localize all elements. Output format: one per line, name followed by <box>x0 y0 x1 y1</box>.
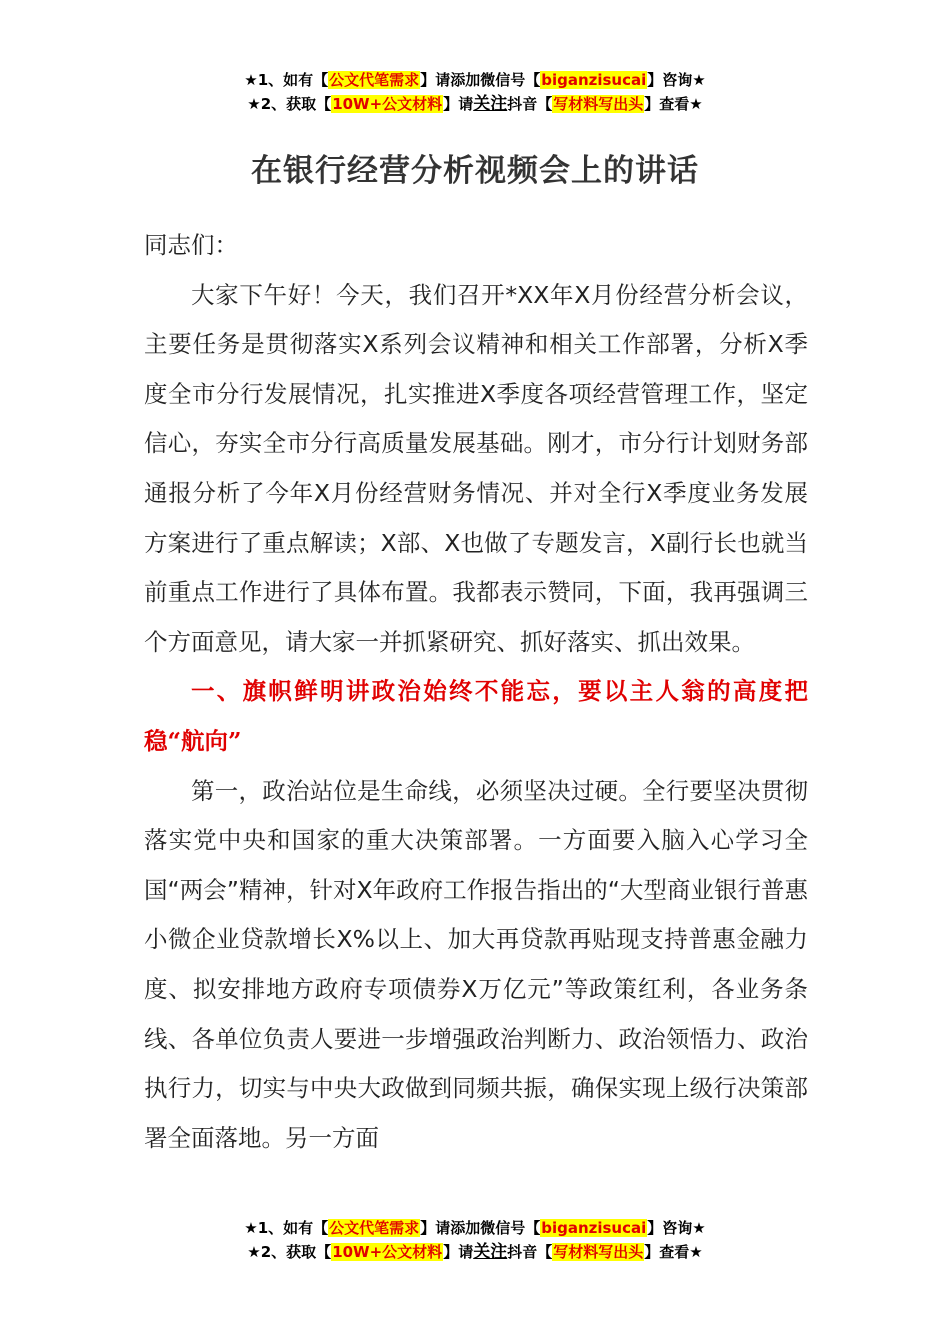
underlined-follow: 关注 <box>473 1242 508 1262</box>
highlight-service: 公文代笔需求 <box>329 71 420 89</box>
highlight-douyin-account: 写材料写出头 <box>553 95 644 113</box>
promo-line-2: ★2、获取【10W+公文材料】请关注抖音【写材料写出头】查看★ <box>247 1242 703 1262</box>
salutation: 同志们： <box>144 231 238 259</box>
highlight-wechat-id: biganzisucai <box>541 1219 647 1237</box>
highlight-wechat-id: biganzisucai <box>541 71 647 89</box>
highlight-materials: 10W+公文材料 <box>332 95 443 113</box>
paragraph-opening: 大家下午好！今天，我们召开*XX年X月份经营分析会议，主要任务是贯彻落实X系列会议精神和相关工作部署，分析X季度全市分行发展情况，扎实推进X季度各项经营管理工作，坚定信心，夯实全市分行高质量发展基础。刚才，市分行计划财务部通报分析了今年X月份经营财务情况、并对全行X季度业务发展方案进行了重点解读；X部、X也做了专题发言，X副行长也就当前重点工作进行了具体布置。我都表示赞同，下面，我再强调三个方面意见，请大家一并抓紧研究、抓好落实、抓出效果。 <box>144 280 808 656</box>
bottom-promo-banner <box>0 1216 950 1264</box>
promo-line-1: ★1、如有【公文代笔需求】请添加微信号【biganzisucai】咨询★ <box>244 71 706 89</box>
highlight-service: 公文代笔需求 <box>329 1219 420 1237</box>
document-body <box>144 221 808 1163</box>
document-title: 在银行经营分析视频会上的讲话 <box>251 153 699 189</box>
highlight-douyin-account: 写材料写出头 <box>553 1243 644 1261</box>
highlight-materials: 10W+公文材料 <box>332 1243 443 1261</box>
promo-line-1: ★1、如有【公文代笔需求】请添加微信号【biganzisucai】咨询★ <box>244 1219 706 1237</box>
underlined-follow: 关注 <box>473 94 508 114</box>
top-promo-banner <box>0 68 950 116</box>
section-heading-1: 一、旗帜鲜明讲政治始终不能忘，要以主人翁的高度把稳“航向” <box>144 677 808 755</box>
promo-line-2: ★2、获取【10W+公文材料】请关注抖音【写材料写出头】查看★ <box>247 94 703 114</box>
paragraph-political-stance: 第一，政治站位是生命线，必须坚决过硬。全行要坚决贯彻落实党中央和国家的重大决策部署。一方面要入脑入心学习全国“两会”精神，针对X年政府工作报告指出的“大型商业银行普惠小微企业贷款增长X%以上、加大再贷款再贴现支持普惠金融力度、拟安排地方政府专项债券X万亿元”等政策红利，各业务条线、各单位负责人要进一步增强政治判断力、政治领悟力、政治执行力，切实与中央大政做到同频共振，确保实现上级行决策部署全面落地。另一方面 <box>144 776 808 1152</box>
